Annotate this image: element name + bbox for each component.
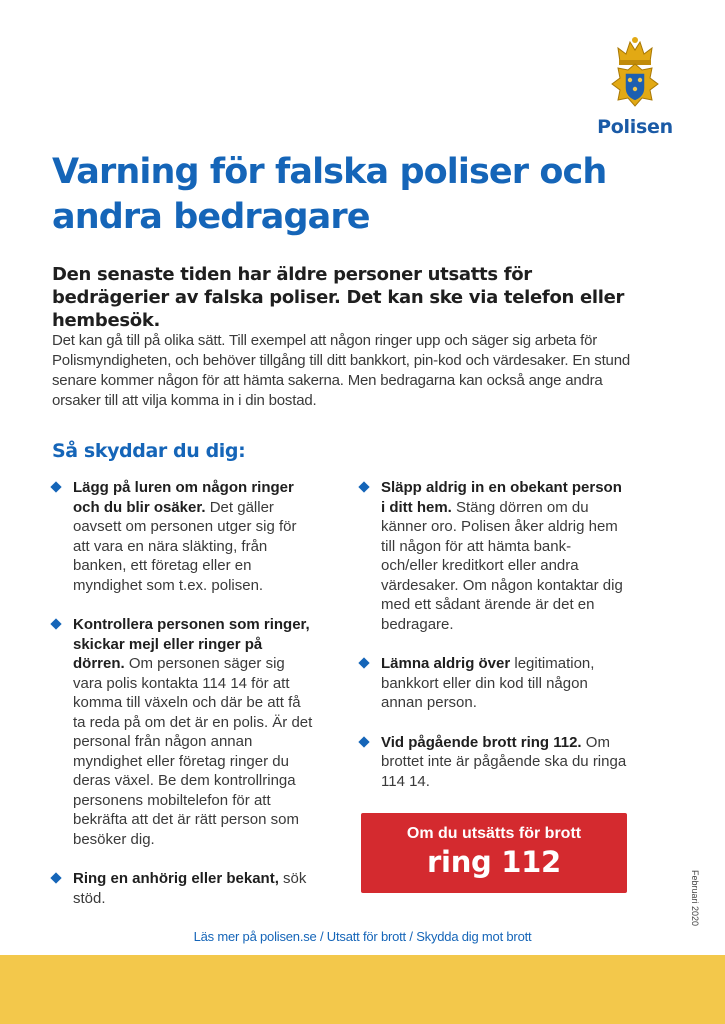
callout-emergency-number: ring 112 — [427, 845, 561, 879]
diamond-bullet-icon — [358, 736, 369, 747]
page-title: Varning för falska poliser och andra bedragare — [52, 152, 607, 237]
logo-text: Polisen — [597, 116, 673, 138]
publication-date: Februari 2020 — [690, 870, 700, 927]
police-crest-icon — [606, 36, 664, 116]
tip-title: Släpp aldrig in en obekant person i ditt hem. — [381, 479, 622, 516]
tip-item — [52, 478, 314, 595]
intro-paragraph: Det kan gå till på olika sätt. Till exempel att någon ringer upp och säger sig arbeta för Polismyndigheten, och behöver tillgång till ditt bankkort, pin-kod och värdesaker. En stund senare kommer någon för att hämta sakerna. Men bedragarna kan också ange andra orsaker till att vilja komma in i din bostad. — [52, 332, 630, 409]
polisen-logo — [590, 36, 680, 138]
tip-text: sök stöd. — [73, 870, 307, 907]
tip-item — [52, 869, 314, 908]
tip-text: Stäng dörren om du känner oro. Polisen åker aldrig hem till någon för att hämta bank- och/eller kreditkort eller andra värdesaker. Om någon kontaktar dig med ett sådant ärende är det en bedragare. — [381, 498, 623, 633]
tip-text: Om brottet inte är pågående ska du ringa 114 14. — [381, 733, 627, 790]
section-heading: Så skyddar du dig: — [52, 440, 246, 462]
tip-text: legitimation, bankkort eller din kod till någon annan person. — [381, 655, 595, 711]
tip-title: Vid pågående brott ring 112. — [381, 733, 582, 751]
diamond-bullet-icon — [358, 481, 369, 492]
tip-text: Om personen säger sig vara polis kontakta 114 14 för att komma till växeln och där be att få ta reda på om det är en polis. Är det personal från någon annan myndighet eller företag ringer du deras växel. Be dem kontrollringa personens mobiltelefon för att bekräfta att det är rätt person som besöker dig. — [73, 655, 313, 848]
tip-item — [52, 615, 314, 849]
callout-line-1: Om du utsätts för brott — [406, 825, 582, 842]
footer-band — [0, 955, 725, 1024]
tip-item — [360, 733, 630, 792]
diamond-bullet-icon — [50, 481, 61, 492]
tip-title: Ring en anhörig eller bekant, — [73, 870, 279, 887]
diamond-bullet-icon — [50, 872, 61, 883]
lead-text: Den senaste tiden har äldre personer utsatts för bedrägerier av falska poliser. Det kan ske via telefon eller hembesök. — [52, 264, 625, 331]
tip-title: Lämna aldrig över — [381, 655, 511, 672]
tips-column-left — [52, 478, 314, 928]
emergency-callout-box — [361, 813, 627, 893]
tip-title: Lägg på luren om någon ringer och du blir osäker. — [73, 479, 294, 516]
footer-link[interactable]: Läs mer på polisen.se / Utsatt för brott / Skydda dig mot brott — [193, 929, 532, 944]
diamond-bullet-icon — [50, 618, 61, 629]
diamond-bullet-icon — [358, 657, 369, 668]
tip-text: Det gäller oavsett om personen utger sig för att vara en nära släkting, från banken, ett företag eller en myndighet som t.ex. polisen. — [73, 498, 297, 594]
tips-column-right — [360, 478, 630, 811]
tip-item — [360, 654, 630, 713]
tip-title: Kontrollera personen som ringer, skickar mejl eller ringer på dörren. — [73, 616, 310, 672]
tip-item — [360, 478, 630, 634]
